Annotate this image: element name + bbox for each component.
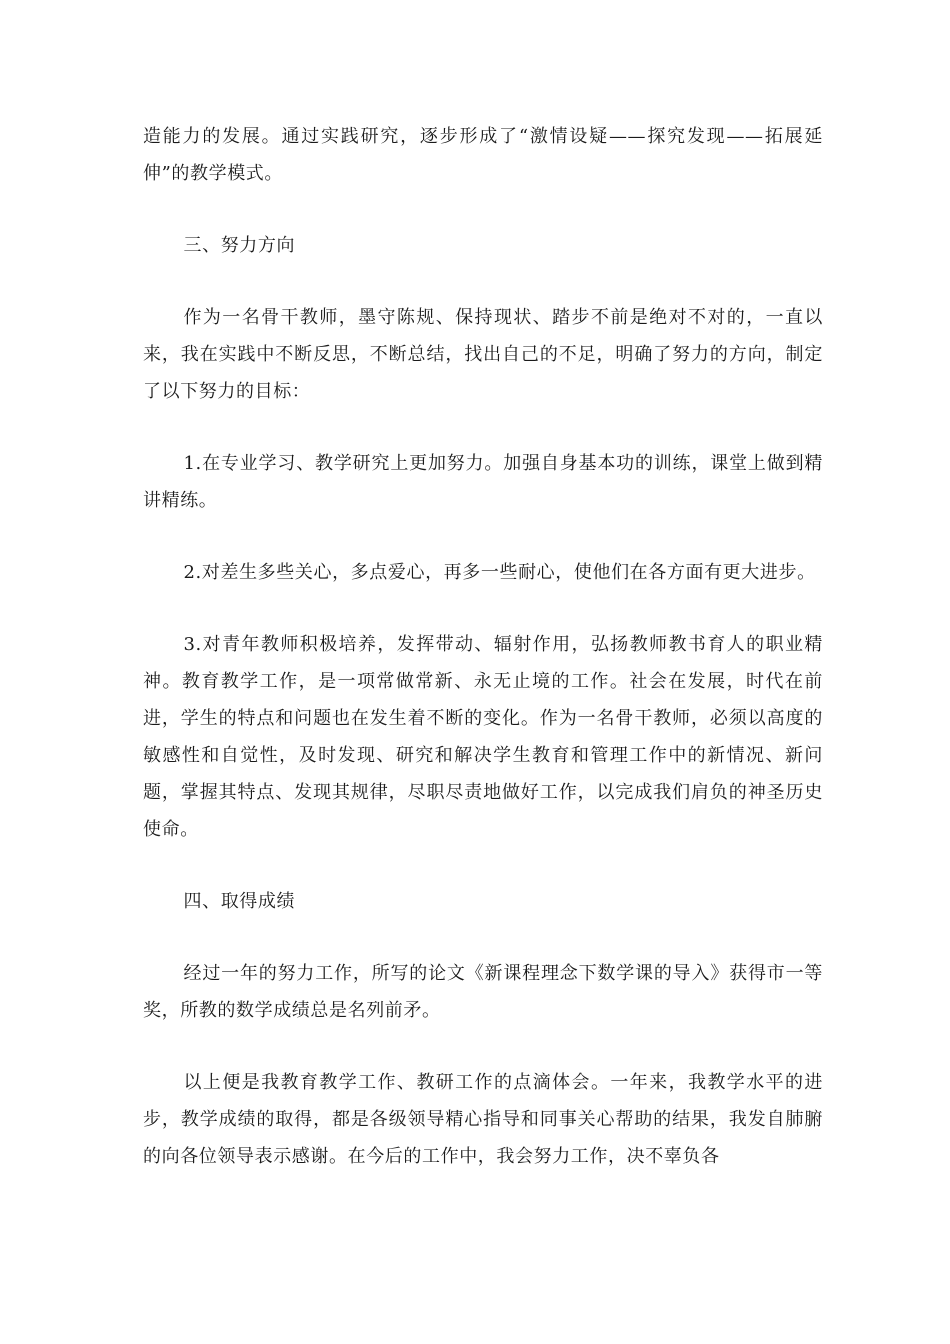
paragraph-conclusion: 以上便是我教育教学工作、教研工作的点滴体会。一年来，我教学水平的进步，教学成绩的取得，都是各级领导精心指导和同事关心帮助的结果，我发自肺腑的向各位领导表示感谢。在今后的工作中，我会努力工作，决不辜负各 — [143, 1072, 823, 1167]
goal-item-1: 1.在专业学习、教学研究上更加努力。加强自身基本功的训练，课堂上做到精讲精练。 — [143, 453, 823, 511]
paragraph-achievements: 经过一年的努力工作，所写的论文《新课程理念下数学课的导入》获得市一等奖，所教的数学成绩总是名列前矛。 — [143, 963, 823, 1021]
section-heading-achievements: 四、取得成绩 — [183, 891, 296, 912]
goal-item-2: 2.对差生多些关心，多点爱心，再多一些耐心，使他们在各方面有更大进步。 — [183, 562, 816, 583]
continuation-paragraph: 造能力的发展。通过实践研究，逐步形成了“激情设疑——探究发现——拓展延伸”的教学模式。 — [143, 126, 823, 184]
paragraph-direction-intro: 作为一名骨干教师，墨守陈规、保持现状、踏步不前是绝对不对的，一直以来，我在实践中不断反思，不断总结，找出自己的不足，明确了努力的方向，制定了以下努力的目标： — [143, 307, 823, 402]
goal-item-3: 3.对青年教师积极培养，发挥带动、辐射作用，弘扬教师教书育人的职业精神。教育教学工作，是一项常做常新、永无止境的工作。社会在发展，时代在前进，学生的特点和问题也在发生着不断的变化。作为一名骨干教师，必须以高度的敏感性和自觉性，及时发现、研究和解决学生教育和管理工作中的新情况、新问题，掌握其特点、发现其规律，尽职尽责地做好工作，以完成我们肩负的神圣历史使命。 — [143, 634, 823, 840]
section-heading-direction: 三、努力方向 — [183, 235, 296, 256]
document-body — [143, 118, 823, 1175]
